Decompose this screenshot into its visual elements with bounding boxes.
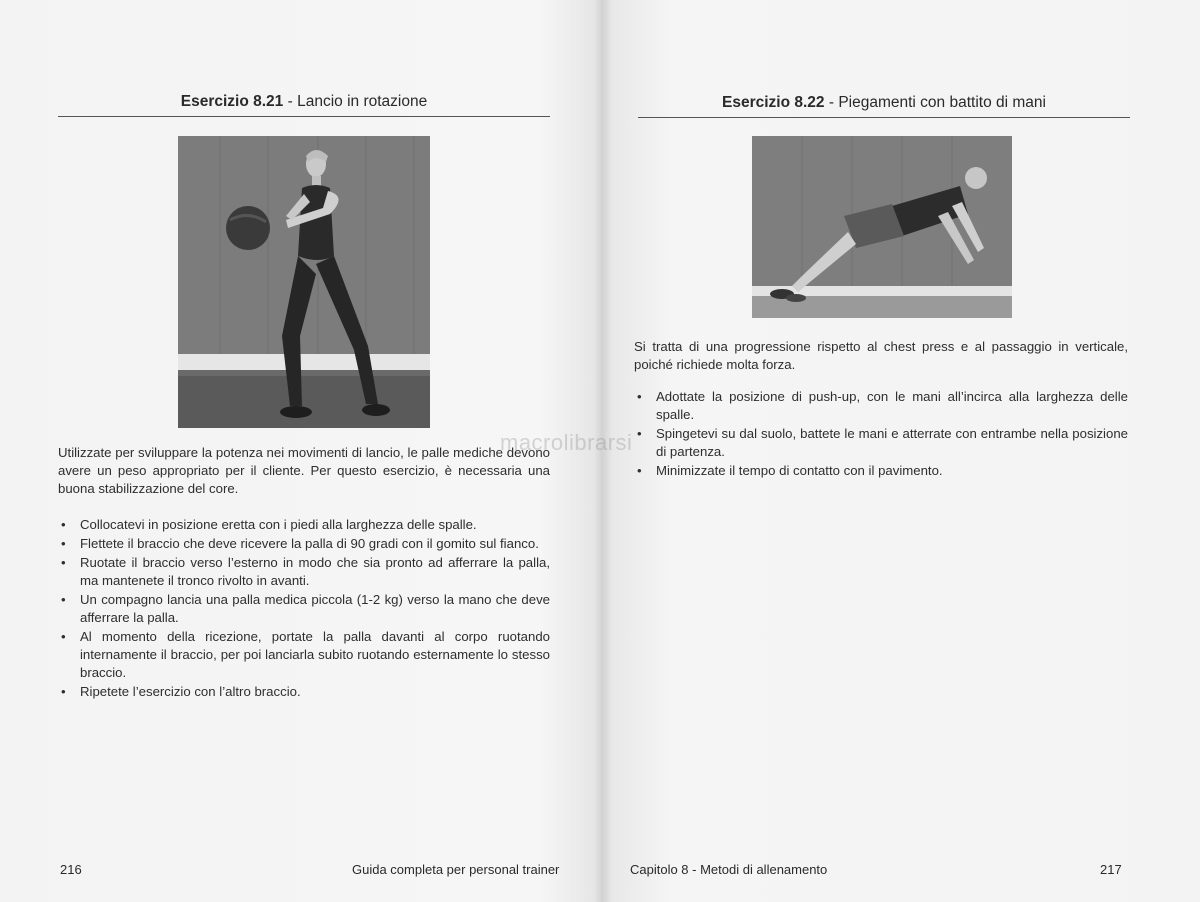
exercise-number: Esercizio 8.22 — [722, 94, 825, 111]
list-item — [58, 554, 550, 590]
title-rule — [58, 116, 550, 117]
bullet-icon: • — [61, 592, 66, 607]
list-item — [58, 683, 550, 701]
list-item-text: Flettete il braccio che deve ricevere la palla di 90 gradi con il gomito sul fianco. — [80, 536, 539, 551]
bullet-icon: • — [637, 426, 642, 441]
bullet-icon: • — [61, 555, 66, 570]
photo-illustration — [178, 136, 430, 428]
list-item — [58, 591, 550, 627]
watermark-logo: macrolibrarsi — [500, 430, 633, 455]
list-item — [58, 535, 550, 553]
title-separator: - — [283, 93, 298, 110]
running-head: Capitolo 8 - Metodi di allenamento — [630, 862, 828, 877]
instruction-list — [634, 388, 1128, 481]
title-rule — [638, 117, 1130, 118]
list-item-text: Minimizzate il tempo di contatto con il pavimento. — [656, 463, 943, 478]
bullet-icon: • — [61, 517, 66, 532]
exercise-title — [58, 93, 550, 117]
list-item-text: Spingetevi su dal suolo, battete le mani e atterrate con entrambe nella posizione di partenza. — [656, 426, 1128, 459]
page-number: 216 — [60, 862, 82, 877]
right-page — [600, 0, 1200, 902]
running-head: Guida completa per personal trainer — [352, 862, 560, 877]
exercise-title — [638, 94, 1130, 118]
clap-pushup-photo — [752, 136, 1012, 318]
list-item-text: Adottate la posizione di push-up, con le mani all’incirca alla larghezza delle spalle. — [656, 389, 1128, 422]
list-item-text: Un compagno lancia una palla medica piccola (1-2 kg) verso la mano che deve afferrare la palla. — [80, 592, 550, 625]
bullet-icon: • — [61, 536, 66, 551]
list-item — [634, 388, 1128, 424]
medicine-ball-throw-photo — [178, 136, 430, 428]
instruction-list — [58, 516, 550, 702]
list-item-text: Al momento della ricezione, portate la palla davanti al corpo ruotando internamente il braccio, per poi lanciarla subito ruotando esternamente lo stesso braccio. — [80, 629, 550, 680]
list-item — [634, 425, 1128, 461]
exercise-number: Esercizio 8.21 — [180, 93, 284, 110]
exercise-name: Lancio in rotazione — [297, 93, 428, 110]
bullet-icon: • — [637, 389, 642, 404]
list-item-text: Collocatevi in posizione eretta con i piedi alla larghezza delle spalle. — [80, 517, 477, 532]
list-item-text: Ruotate il braccio verso l’esterno in modo che sia pronto ad afferrare la palla, ma mantenete il tronco rivolto in avanti. — [80, 555, 550, 588]
list-item — [634, 462, 1128, 480]
intro-paragraph: Utilizzate per sviluppare la potenza nei movimenti di lancio, le palle mediche devono avere un peso appropriato per il cliente. Per questo esercizio, è necessaria una buona stabilizzazione del core. — [58, 445, 550, 496]
list-item — [58, 516, 550, 534]
list-item-text: Ripetete l’esercizio con l’altro braccio. — [80, 684, 301, 699]
title-separator: - — [824, 94, 839, 111]
bullet-icon: • — [61, 684, 66, 699]
photo-illustration — [752, 136, 1012, 318]
intro-paragraph: Si tratta di una progressione rispetto al chest press e al passaggio in verticale, poiché richiede molta forza. — [634, 339, 1128, 372]
bullet-icon: • — [637, 463, 642, 478]
page-number: 217 — [1100, 862, 1122, 877]
bullet-icon: • — [61, 629, 66, 644]
list-item — [58, 628, 550, 682]
exercise-name: Piegamenti con battito di mani — [838, 94, 1046, 111]
